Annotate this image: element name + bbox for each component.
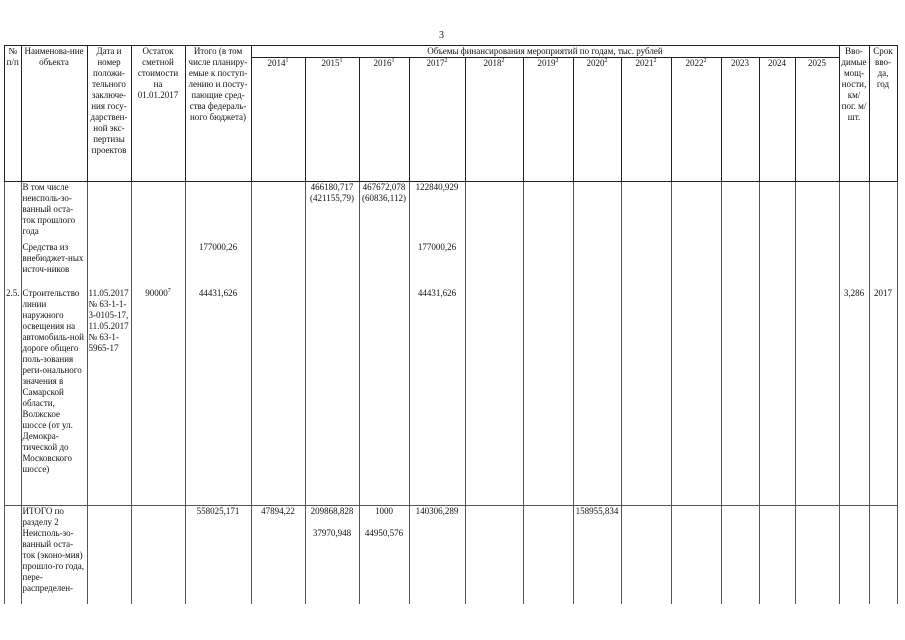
cell-y2016: 44950,576: [359, 528, 409, 604]
cell-y2015: [305, 288, 359, 506]
cell-y2018: [465, 506, 523, 529]
cell-y2023: [721, 182, 759, 242]
cell-y2022: [671, 288, 721, 506]
cell-y2025: [795, 288, 839, 506]
cell-y2024: [759, 288, 795, 506]
cell-total: [185, 528, 251, 604]
cell-y2017: [409, 528, 465, 604]
cell-date: [87, 182, 131, 242]
cell-y2018: [465, 242, 523, 288]
cell-y2018: [465, 528, 523, 604]
cell-y2019: [523, 182, 573, 242]
cell-y2018: [465, 288, 523, 506]
cell-date: [87, 506, 131, 529]
cell-y2023: [721, 288, 759, 506]
cell-term: [869, 242, 897, 288]
header-year-2017: 2017$^2$: [409, 58, 465, 182]
cell-name: Неисполь-зо-ванный оста-ток (эконо-мия) прошло-го года, пере-распределен-: [21, 528, 87, 604]
header-year-2016: 2016$^1$: [359, 58, 409, 182]
cell-y2022: [671, 506, 721, 529]
cell-total: 44431,626: [185, 288, 251, 506]
cell-y2024: [759, 242, 795, 288]
header-year-2025: 2025: [795, 58, 839, 182]
cell-y2024: [759, 528, 795, 604]
cell-y2019: [523, 288, 573, 506]
cell-y2017: 140306,289: [409, 506, 465, 529]
header-year-2021: 2021$^2$: [621, 58, 671, 182]
cell-y2016: [359, 288, 409, 506]
header-year-2022: 2022$^2$: [671, 58, 721, 182]
cell-y2017: 177000,26: [409, 242, 465, 288]
table-row: [5, 288, 898, 506]
cell-y2020: [573, 182, 621, 242]
cell-y2015: 209868,828: [305, 506, 359, 529]
header-num: № п/п: [5, 46, 22, 182]
cell-y2021: [621, 506, 671, 529]
cell-capacity: 3,286: [839, 288, 869, 506]
cell-y2025: [795, 528, 839, 604]
cell-y2025: [795, 242, 839, 288]
cell-y2018: [465, 182, 523, 242]
cell-y2021: [621, 182, 671, 242]
cell-num: [5, 182, 22, 242]
header-capacity: Вво-димые мощ-ности, км/ пог. м/шт.: [839, 46, 869, 182]
cell-term: [869, 506, 897, 529]
cell-balance: 90000$^7$: [131, 288, 185, 506]
cell-y2016: [359, 242, 409, 288]
cell-y2015: [305, 242, 359, 288]
financing-table: [4, 45, 898, 604]
cell-name: Средства из внебюджет-ных источ-ников: [21, 242, 87, 288]
cell-date: 11.05.2017 № 63-1-1-3-0105-17, 11.05.2017 № 63-1-5965-17: [87, 288, 131, 506]
cell-y2024: [759, 506, 795, 529]
cell-y2023: [721, 528, 759, 604]
header-total: Итого (в том числе планиру-емые к поступ-лению и посту-пающие сред-ства федераль-ного бюджета): [185, 46, 251, 182]
cell-term: [869, 182, 897, 242]
header-year-2024: 2024: [759, 58, 795, 182]
cell-term: [869, 528, 897, 604]
header-group-title: Объемы финансирования мероприятий по годам, тыс. рублей: [251, 46, 839, 58]
cell-y2021: [621, 288, 671, 506]
cell-num: [5, 528, 22, 604]
table-row: [5, 506, 898, 529]
cell-y2019: [523, 242, 573, 288]
cell-capacity: [839, 182, 869, 242]
header-date: Дата и номер положи-тельного заключе-ния госу-дарствен-ной экс-пертизы проектов: [87, 46, 131, 182]
cell-balance: [131, 242, 185, 288]
cell-capacity: [839, 506, 869, 529]
header-balance: Остаток сметной стоимости на 01.01.2017: [131, 46, 185, 182]
page-number: 3: [439, 30, 444, 41]
cell-date: [87, 528, 131, 604]
cell-y2025: [795, 182, 839, 242]
cell-y2014: 47894,22: [251, 506, 305, 529]
cell-y2019: [523, 506, 573, 529]
header-year-2023: 2023: [721, 58, 759, 182]
cell-y2022: [671, 242, 721, 288]
cell-y2016: 1000: [359, 506, 409, 529]
header-year-2019: 2019$^2$: [523, 58, 573, 182]
cell-y2017: 44431,626: [409, 288, 465, 506]
cell-y2025: [795, 506, 839, 529]
cell-y2020: [573, 528, 621, 604]
cell-total: 558025,171: [185, 506, 251, 529]
cell-y2020: [573, 288, 621, 506]
header-year-2014: 2014$^1$: [251, 58, 305, 182]
cell-y2020: 158955,834: [573, 506, 621, 529]
cell-num: [5, 506, 22, 529]
cell-y2014: [251, 288, 305, 506]
cell-y2024: [759, 182, 795, 242]
cell-y2014: [251, 528, 305, 604]
cell-y2022: [671, 528, 721, 604]
cell-y2019: [523, 528, 573, 604]
cell-y2017: 122840,929: [409, 182, 465, 242]
cell-y2021: [621, 242, 671, 288]
cell-total: 177000,26: [185, 242, 251, 288]
cell-balance: [131, 528, 185, 604]
cell-y2014: [251, 182, 305, 242]
cell-balance: [131, 182, 185, 242]
cell-balance: [131, 506, 185, 529]
cell-y2014: [251, 242, 305, 288]
table-row: [5, 182, 898, 242]
table-row: [5, 242, 898, 288]
cell-y2021: [621, 528, 671, 604]
header-term: Срок вво-да, год: [869, 46, 897, 182]
cell-y2020: [573, 242, 621, 288]
cell-name: ИТОГО по разделу 2: [21, 506, 87, 529]
cell-y2022: [671, 182, 721, 242]
cell-term: 2017: [869, 288, 897, 506]
cell-name: В том числе неисполь-зо-ванный оста-ток прошлого года: [21, 182, 87, 242]
cell-num: 2.5.: [5, 288, 22, 506]
cell-date: [87, 242, 131, 288]
header-year-2018: 2018$^2$: [465, 58, 523, 182]
header-year-2015: 2015$^1$: [305, 58, 359, 182]
cell-name: Строительство линии наружного освещения на автомобиль-ной дороге общего поль-зования реги-онального значения в Самарской области, Волжское шоссе (от ул. Демокра-тической до Московского шоссе): [21, 288, 87, 506]
header-name: Наименова-ние объекта: [21, 46, 87, 182]
header-year-2020: 2020$^2$: [573, 58, 621, 182]
cell-total: [185, 182, 251, 242]
cell-y2015: 466180,717 (421155,79): [305, 182, 359, 242]
cell-num: [5, 242, 22, 288]
cell-capacity: [839, 242, 869, 288]
cell-y2016: 467672,078 (60836,112): [359, 182, 409, 242]
table-row: [5, 528, 898, 604]
cell-y2023: [721, 242, 759, 288]
cell-y2023: [721, 506, 759, 529]
cell-y2015: 37970,948: [305, 528, 359, 604]
table-body: [5, 182, 898, 605]
cell-capacity: [839, 528, 869, 604]
